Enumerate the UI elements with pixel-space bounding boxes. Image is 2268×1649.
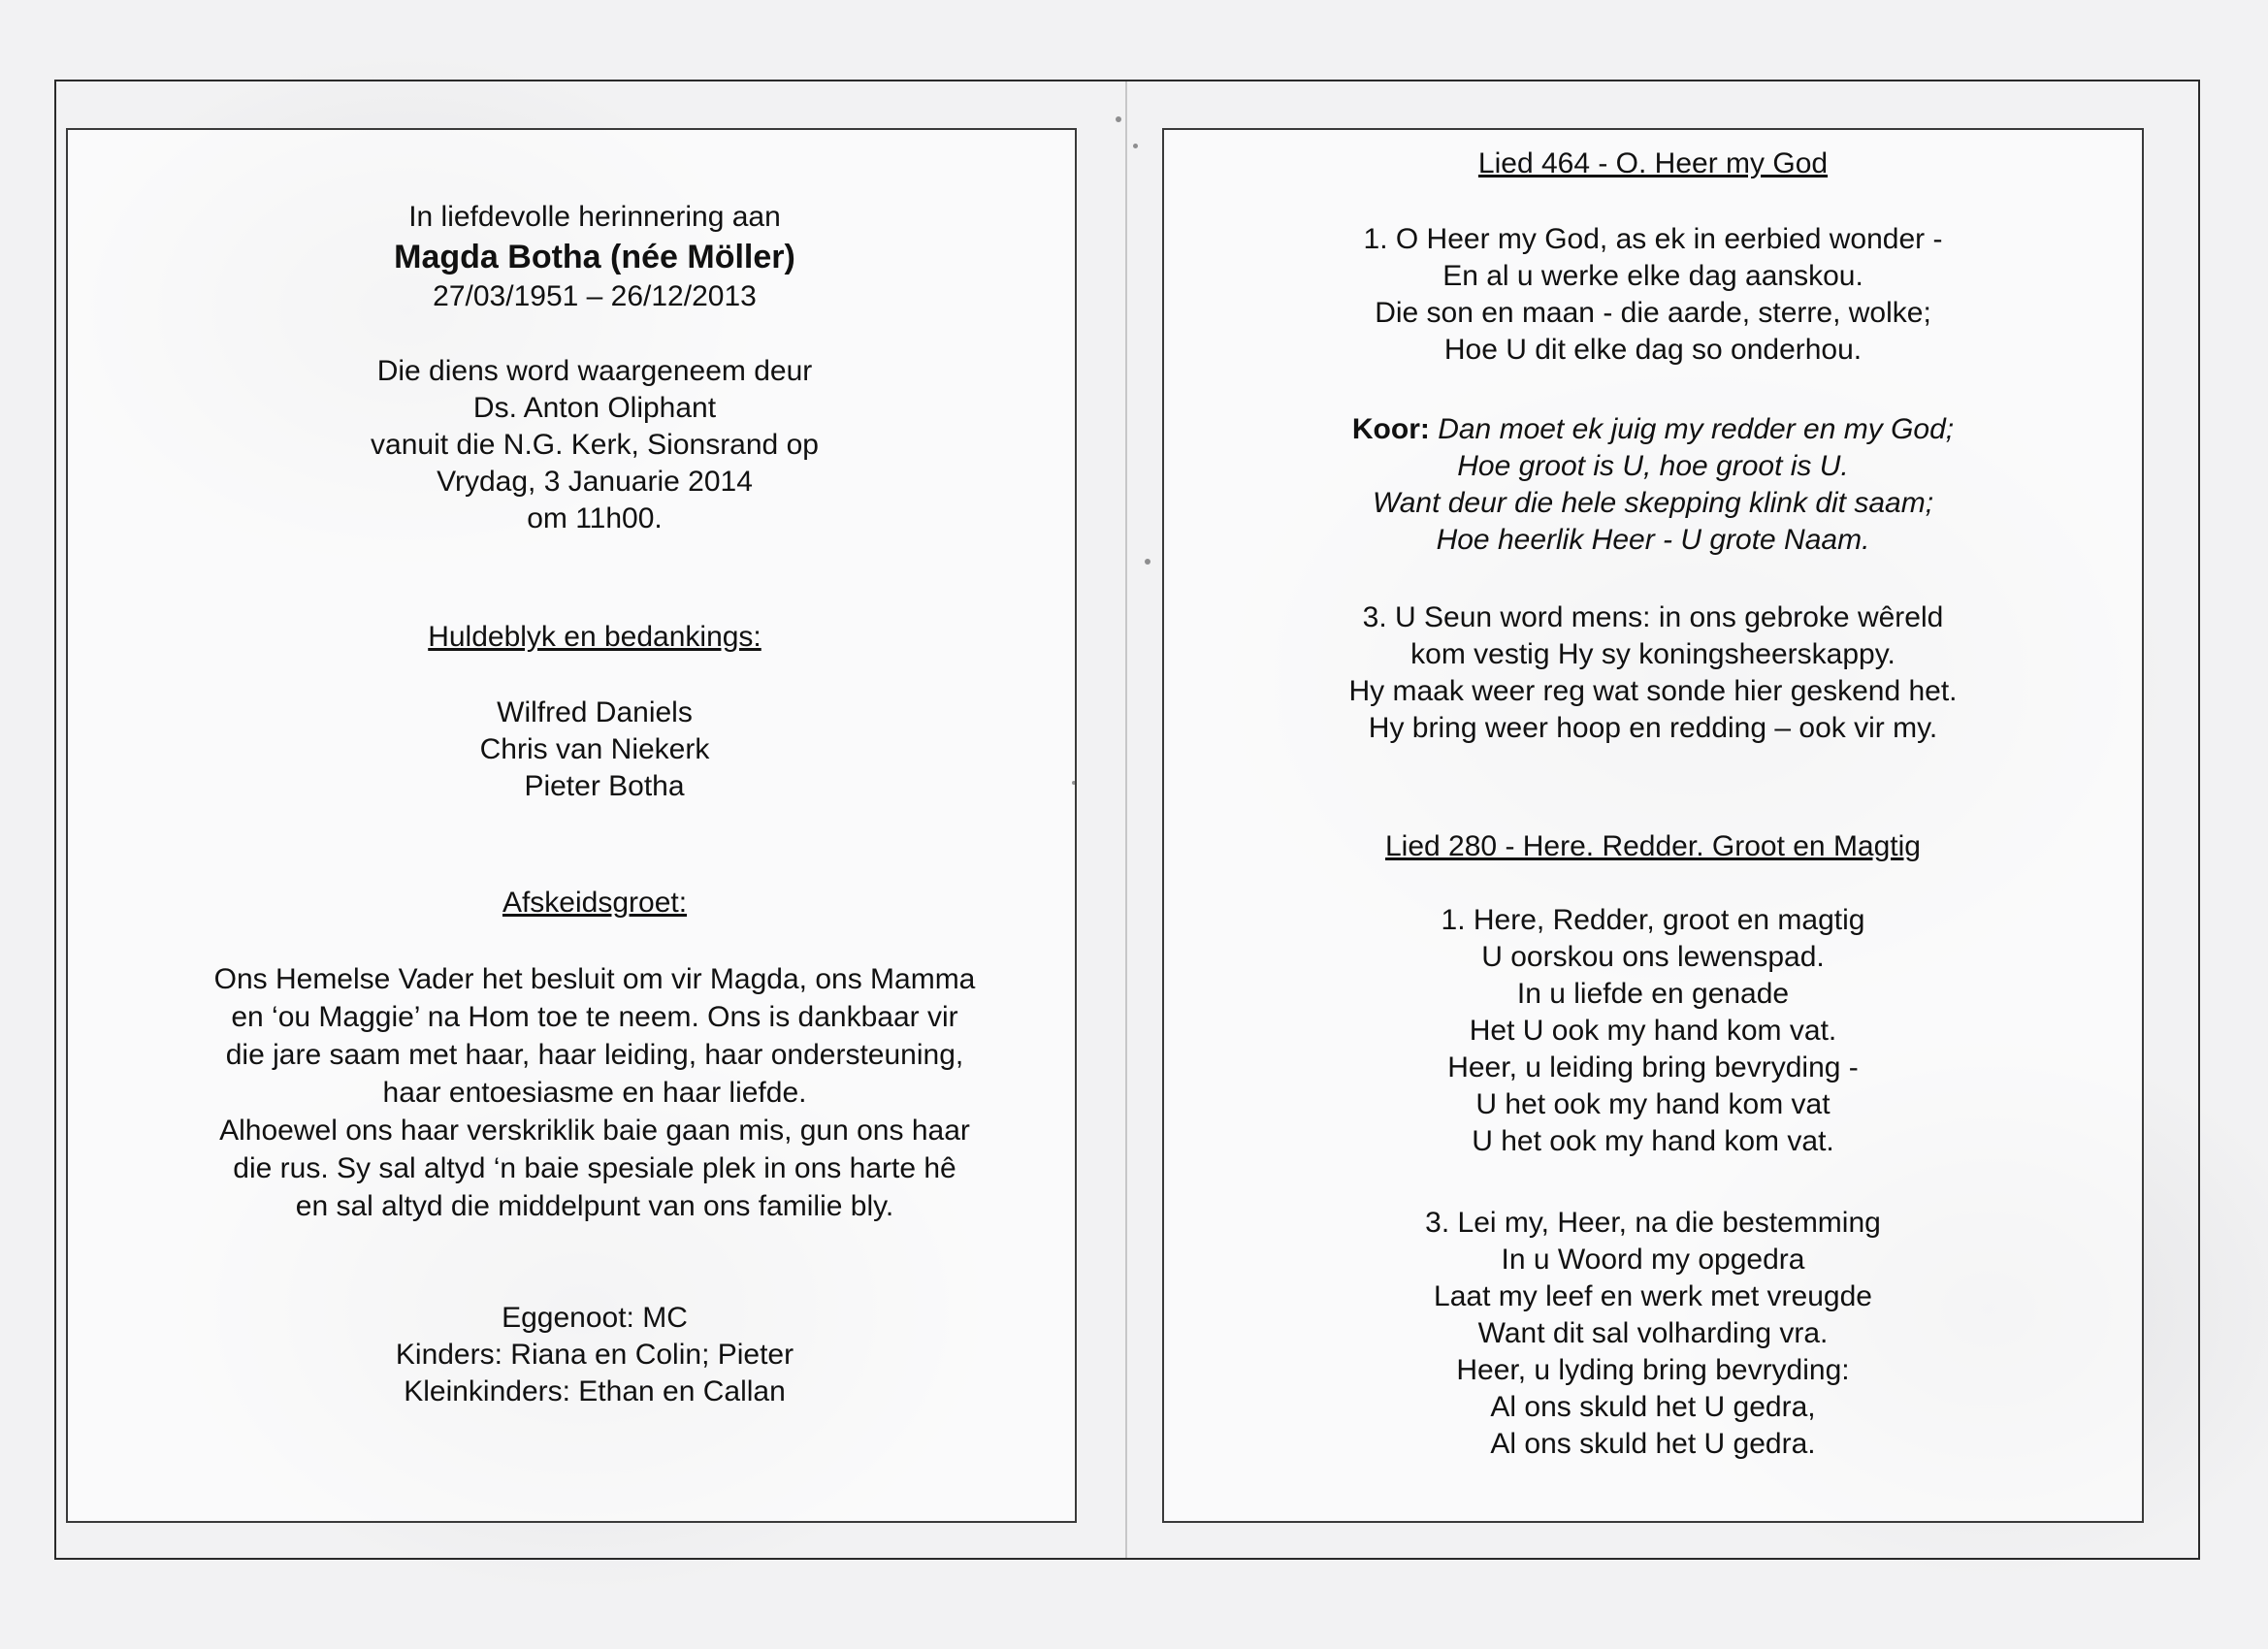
lyric-line: Hoe U dit elke dag so onderhou. — [1443, 334, 1863, 366]
scan-speck — [1145, 559, 1150, 565]
intro-line: In liefdevolle herinnering aan — [408, 201, 781, 233]
lyric-line: In u Woord my opgedra — [1501, 1244, 1805, 1276]
tribute-heading — [66, 619, 1123, 656]
farewell-line: Ons Hemelse Vader het besluit om vir Magda, ons Mamma — [213, 963, 976, 995]
lyric-line: Hy maak weer reg wat sonde hier geskend het. — [1348, 675, 1958, 707]
tribute-names — [66, 695, 1123, 805]
lyric-line: 1. Here, Redder, groot en magtig — [1441, 904, 1865, 936]
lyric-line: Hoe groot is U, hoe groot is U. — [1457, 450, 1849, 482]
farewell-line: die jare saam met haar, haar leiding, haar ondersteuning, — [225, 1039, 964, 1071]
lyric-line: Laat my leef en werk met vreugde — [1434, 1280, 1872, 1312]
scan-speck — [1116, 116, 1121, 122]
lyric-line: Heer, u leiding bring bevryding - — [1447, 1051, 1859, 1083]
lyric-line: kom vestig Hy sy koningsheerskappy. — [1410, 638, 1895, 670]
lyric-line: 1. O Heer my God, as ek in eerbied wonder - — [1363, 223, 1943, 255]
lyric-line: Hoe heerlik Heer - U grote Naam. — [1436, 524, 1870, 556]
tribute-heading-text: Huldeblyk en bedankings: — [428, 621, 761, 653]
hymn2-verse1 — [1162, 902, 2144, 1160]
center-fold — [1125, 81, 1127, 1558]
lyric-line: 3. Lei my, Heer, na die bestemming — [1425, 1207, 1881, 1239]
hymn1-verse3 — [1162, 599, 2144, 747]
farewell-message — [66, 960, 1123, 1225]
hymn1-title — [1162, 146, 2144, 182]
hymn2-title-text: Lied 280 - Here. Redder. Groot en Magtig — [1385, 830, 1921, 862]
lyric-line: Want dit sal volharding vra. — [1477, 1317, 1829, 1349]
lyric-line: Dan moet ek juig my redder en my God; — [1438, 413, 1955, 445]
family-grandchildren: Kleinkinders: Ethan en Callan — [404, 1375, 786, 1407]
service-time: om 11h00. — [527, 502, 663, 534]
hymn2-title — [1162, 828, 2144, 865]
lyric-line: Want deur die hele skepping klink dit saam; — [1372, 487, 1934, 519]
tribute-name: Wilfred Daniels — [497, 696, 693, 728]
farewell-line: Alhoewel ons haar verskriklik baie gaan mis, gun ons haar — [219, 1115, 970, 1147]
lyric-line: 3. U Seun word mens: in ons gebroke wêreld — [1362, 601, 1944, 633]
farewell-line: die rus. Sy sal altyd ‘n baie spesiale plek in ons harte hê — [233, 1152, 956, 1184]
service-line: Die diens word waargeneem deur — [376, 355, 813, 387]
church-line: vanuit die N.G. Kerk, Sionsrand op — [371, 429, 819, 461]
service-details — [66, 353, 1123, 537]
hymn2-verse3 — [1162, 1205, 2144, 1463]
lyric-line: U het ook my hand kom vat. — [1472, 1125, 1834, 1157]
minister-name: Ds. Anton Oliphant — [472, 392, 717, 424]
lyric-line: In u liefde en genade — [1516, 978, 1790, 1010]
tribute-name: Chris van Niekerk — [479, 733, 710, 765]
lyric-line: En al u werke elke dag aanskou. — [1442, 260, 1863, 292]
family-spouse: Eggenoot: MC — [502, 1302, 688, 1334]
lyric-line: Hy bring weer hoop en redding – ook vir my. — [1368, 712, 1938, 744]
hymn1-verse1 — [1162, 221, 2144, 369]
hymn1-title-text: Lied 464 - O. Heer my God — [1477, 147, 1829, 179]
deceased-name: Magda Botha (née Möller) — [394, 239, 795, 275]
farewell-heading — [66, 885, 1123, 922]
family-list — [66, 1300, 1123, 1410]
lyric-line: Al ons skuld het U gedra. — [1490, 1428, 1816, 1460]
farewell-line: en sal altyd die middelpunt van ons familie bly. — [295, 1190, 894, 1222]
lyric-line: U het ook my hand kom vat — [1475, 1088, 1831, 1120]
lyric-line: Het U ook my hand kom vat. — [1469, 1015, 1837, 1047]
lyric-line: Die son en maan - die aarde, sterre, wolke; — [1375, 297, 1931, 329]
life-dates: 27/03/1951 – 26/12/2013 — [433, 280, 757, 312]
farewell-heading-text: Afskeidsgroet: — [502, 887, 688, 919]
scan-speck — [1133, 144, 1138, 148]
lyric-line: Al ons skuld het U gedra, — [1490, 1391, 1816, 1423]
family-children: Kinders: Riana en Colin; Pieter — [395, 1339, 794, 1371]
hymn1-chorus — [1162, 411, 2144, 559]
memorial-intro — [66, 199, 1123, 315]
chorus-label: Koor: — [1351, 413, 1430, 445]
tribute-name: Pieter Botha — [524, 770, 685, 802]
lyric-line: U oorskou ons lewenspad. — [1481, 941, 1825, 973]
service-date: Vrydag, 3 Januarie 2014 — [437, 466, 753, 498]
farewell-line: en ‘ou Maggie’ na Hom toe te neem. Ons is dankbaar vir — [231, 1001, 958, 1033]
lyric-line: Heer, u lyding bring bevryding: — [1456, 1354, 1850, 1386]
farewell-line: haar entoesiasme en haar liefde. — [382, 1077, 807, 1109]
